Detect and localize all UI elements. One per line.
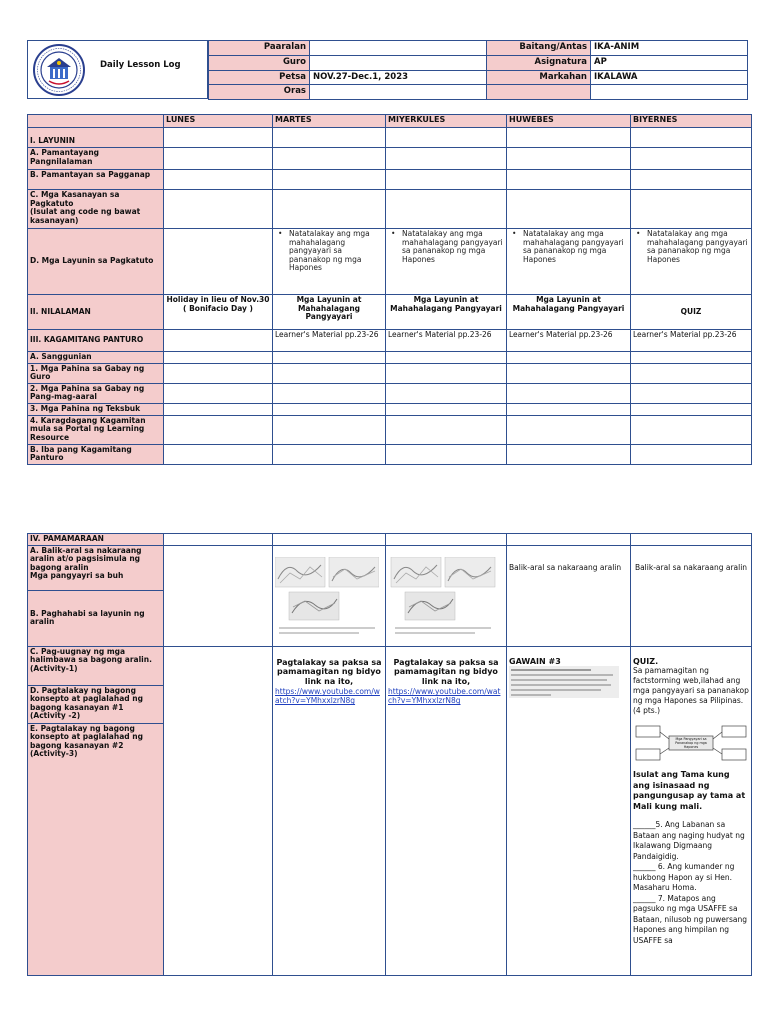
table-row [28,545,752,590]
table-row [28,444,752,464]
table-row [28,148,752,170]
pagtalakay-text: Pagtalakay sa paksa sa pamamagitan ng bidyo link na ito, [276,657,382,686]
cell [164,170,273,190]
kasanayan-label: C. Mga Kasanayan sa Pagkatuto (Isulat ang code ng bawat kasanayan) [28,190,164,229]
video-link[interactable]: https://www.youtube.com/watch?v=YMhxxlzrN8g [275,687,380,706]
school-value [310,41,487,56]
day-header-row [28,115,752,128]
cell [507,148,631,170]
cell [164,646,273,975]
header-row [209,55,748,70]
objective-miyerkules [386,229,507,295]
cell [631,190,752,229]
logo-cell [27,40,208,99]
karagdagang-label: 4. Karagdagang Kagamitan mula sa Portal ng Learning Resource [28,415,164,444]
pagtalakay1-label: D. Pagtalakay ng bagong konsepto at paglalahad ng bagong kasanayan #1 (Activity -2) [28,685,164,723]
cell [631,403,752,415]
cell [507,444,631,464]
cell [631,148,752,170]
cell [164,352,273,364]
cell [631,363,752,383]
cell [507,363,631,383]
cell [273,444,386,464]
quiz-item: ______ 6. Ang kumander ng hukbong Hapon ay si Hen. Masaharu Homa. [633,862,735,893]
cell [631,128,752,148]
cell [631,170,752,190]
cell [386,352,507,364]
cell [273,190,386,229]
cell [507,534,631,546]
content-topic: Mga Layunin at Mahahalagang Pangyayari [507,295,631,330]
table-row [28,403,752,415]
table-row [28,534,752,546]
map-images-icon [388,557,498,639]
cell [631,383,752,403]
cell [386,363,507,383]
date-value: NOV.27-Dec.1, 2023 [310,70,487,85]
iba-pang-label: B. Iba pang Kagamitang Panturo [28,444,164,464]
objective-text: • Natatalakay ang mga mahahalagang pangyayari sa pananakop ng mga Hapones [633,230,749,264]
paghahabi-label: B. Paghahabi sa layunin ng aralin [28,590,164,646]
objective-biyernes [631,229,752,295]
day-huwebes: HUWEBES [507,115,631,128]
cell [164,363,273,383]
learners-material: Learner's Material pp.23-26 [386,330,507,352]
cell [164,545,273,646]
cell [273,383,386,403]
quiz-item: ______5. Ang Labanan sa Bataan ang naging hudyat ng Ikalawang Digmaang Pandaigidig. [633,820,745,861]
activity-sheet-icon [509,666,619,698]
quiz-cell [631,646,752,975]
gabay-magaaral-label: 2. Mga Pahina sa Gabay ng Pang-mag-aaral [28,383,164,403]
cell [631,352,752,364]
day-biyernes: BIYERNES [631,115,752,128]
time-value [310,85,487,100]
cell [507,403,631,415]
quarter-label: Markahan [487,70,591,85]
header-title: Daily Lesson Log [100,60,181,70]
header-row [209,85,748,100]
empty-label [487,85,591,100]
web-center-label: Mga Pangyayari sa Pananakop ng mga Hapones [675,737,707,750]
gawain-cell [507,646,631,975]
cell [631,444,752,464]
cell [164,415,273,444]
gawain-title: GAWAIN #3 [509,656,561,666]
table-row [28,646,752,685]
balik-aral-biyernes: Balik-aral sa nakaraang aralin [631,545,752,646]
grade-value: IKA-ANIM [591,41,748,56]
video-link[interactable]: https://www.youtube.com/watch?v=YMhxxlzrN8g [388,687,501,706]
cell [273,363,386,383]
gabay-guro-label: 1. Mga Pahina sa Gabay ng Guro [28,363,164,383]
objective-text: • Natatalakay ang mga mahahalagang pangyayari sa pananakop ng mga Hapones [509,230,628,264]
learners-material: Learner's Material pp.23-26 [507,330,631,352]
table-row [28,352,752,364]
cell [273,170,386,190]
cell [273,534,386,546]
cell [386,128,507,148]
nilalaman-label: II. NILALAMAN [28,295,164,330]
table-row [28,363,752,383]
content-topic: Mga Layunin at Mahahalagang Pangyayari [386,295,507,330]
header-info-table [208,40,748,100]
quiz-instructions: Sa pamamagitan ng factstorming web,ilahad ang mga pangyayari sa pananakop ng mga Hapones sa Pilipinas. (4 pts.) [633,666,749,716]
cell [386,383,507,403]
cell [164,190,273,229]
objective-huwebes [507,229,631,295]
layunin-sa-label: D. Mga Layunin sa Pagkatuto [28,229,164,295]
cell [386,148,507,170]
cell [386,170,507,190]
lesson-plan-table-1 [27,114,752,465]
pagganap-label: B. Pamantayan sa Pagganap [28,170,164,190]
date-label: Petsa [209,70,310,85]
map-images-miyerkules [386,545,507,646]
day-miyerkules: MIYERKULES [386,115,507,128]
time-label: Oras [209,85,310,100]
learners-material: Learner's Material pp.23-26 [273,330,386,352]
cell [386,534,507,546]
learners-material: Learner's Material pp.23-26 [631,330,752,352]
subject-value: AP [591,55,748,70]
cell [164,330,273,352]
subject-label: Asignatura [487,55,591,70]
kagamitan-label: III. KAGAMITANG PANTURO [28,330,164,352]
day-martes: MARTES [273,115,386,128]
table-row [28,229,752,295]
pag-uugnay-label: C. Pag-uugnay ng mga halimbawa sa bagong aralin. (Activity-1) [28,646,164,685]
objective-text: • Natatalakay ang mga mahahalagang pangyayari sa pananakop ng mga Hapones [275,230,383,273]
layunin-label: I. LAYUNIN [28,128,164,148]
video-cell-miyerkules [386,646,507,975]
cell [164,148,273,170]
pagtalakay2-label: E. Pagtalakay ng bagong konsepto at paglalahad ng bagong kasanayan #2 (Activity-3) [28,723,164,975]
video-cell-martes [273,646,386,975]
cell [164,403,273,415]
lesson-log-header [27,40,747,99]
grade-label: Baitang/Antas [487,41,591,56]
objective-martes [273,229,386,295]
table-row [28,190,752,229]
factstorming-web [635,724,747,762]
cell [507,170,631,190]
cell [507,128,631,148]
content-topic: Mga Layunin at Mahahalagang Pangyayari [273,295,386,330]
cell [273,415,386,444]
cell [631,534,752,546]
cell [386,444,507,464]
deped-seal-icon [31,43,87,97]
cell [507,352,631,364]
day-lunes: LUNES [164,115,273,128]
cell [386,190,507,229]
table-row [28,415,752,444]
tama-mali-instructions: Isulat ang Tama kung ang isinasaad ng pangungusap ay tama at Mali kung mali. [633,770,746,811]
cell [507,190,631,229]
table-row [28,330,752,352]
table-row [28,128,752,148]
pamamaraan-label: IV. PAMAMARAAN [28,534,164,546]
cell [164,383,273,403]
header-row [209,70,748,85]
teacher-label: Guro [209,55,310,70]
cell [273,148,386,170]
table-row [28,383,752,403]
cell [273,352,386,364]
quiz-label: QUIZ [631,295,752,330]
cell [631,415,752,444]
cell [164,534,273,546]
empty-value [591,85,748,100]
quarter-value: IKALAWA [591,70,748,85]
cell [273,128,386,148]
pagtalakay-text: Pagtalakay sa paksa sa pamamagitan ng bidyo link na ito, [393,657,499,686]
table-row [28,295,752,330]
map-images-martes [273,545,386,646]
objective-text: • Natatalakay ang mga mahahalagang pangyayari sa pananakop ng mga Hapones [388,230,504,264]
teksbuk-label: 3. Mga Pahina ng Teksbuk [28,403,164,415]
balik-aral-label: A. Balik-aral sa nakaraang aralin at/o pagsisimula ng bagong aralin Mga pangyayri sa buh [28,545,164,590]
corner-cell [28,115,164,128]
cell [273,403,386,415]
cell [386,403,507,415]
sanggunian-label: A. Sanggunian [28,352,164,364]
table-row [28,170,752,190]
lesson-plan-table-2 [27,533,752,976]
teacher-value [310,55,487,70]
cell [164,444,273,464]
cell [507,383,631,403]
quiz-title: QUIZ. [633,656,659,666]
map-images-icon [275,557,379,639]
quiz-item: ______ 7. Matapos ang pagsuko ng mga USAFFE sa Bataan, nilusob ng puwersang Hapones ang himpilan ng USAFFE sa [633,893,747,945]
holiday-note: Holiday in lieu of Nov.30 ( Bonifacio Day ) [164,295,273,330]
cell [507,415,631,444]
balik-aral-huwebes: Balik-aral sa nakaraang aralin [507,545,631,646]
header-row [209,41,748,56]
pamantayang-label: A. Pamantayang Pangnilalaman [28,148,164,170]
school-label: Paaralan [209,41,310,56]
cell [164,128,273,148]
cell [164,229,273,295]
cell [386,415,507,444]
